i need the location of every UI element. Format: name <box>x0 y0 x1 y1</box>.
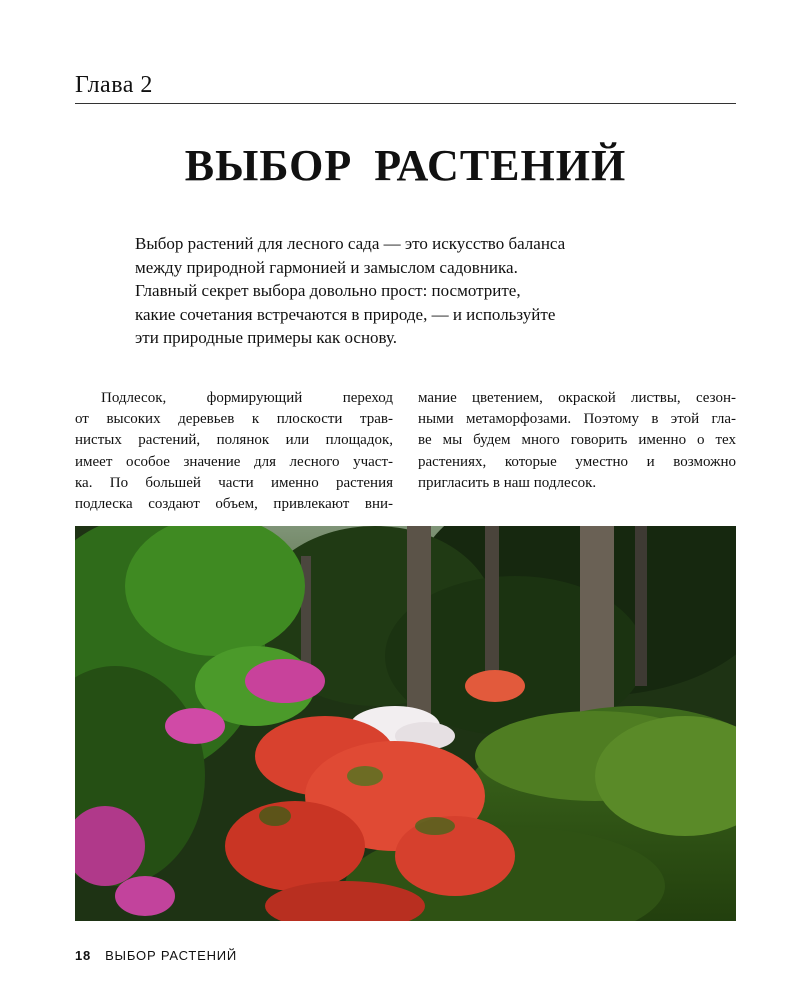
body-line: растениях, которые уместно и возможно <box>418 453 736 470</box>
page-title: ВЫБОР РАСТЕНИЙ <box>184 141 627 190</box>
body-line: Подлесок, формирующий переход <box>101 390 393 406</box>
body-column-right <box>418 388 736 494</box>
intro-line: Выбор растений для лесного сада — это искусство баланса <box>135 234 566 253</box>
body-line: подлеска создают объем, привлекают вни- <box>75 496 393 513</box>
body-line: ка. По большей части именно растения <box>75 474 393 491</box>
tree-trunk <box>407 526 431 716</box>
intro-line: Главный секрет выбора довольно прост: посмотрите, <box>135 281 521 300</box>
chapter-rule <box>75 103 736 104</box>
body-line: имеет особое значение для лесного участ- <box>75 453 393 470</box>
body-line: нистых растений, полянок или площадок, <box>75 432 393 449</box>
tree-trunk <box>580 526 614 726</box>
intro-paragraph <box>135 232 675 350</box>
tree-trunk <box>485 526 499 676</box>
running-title: ВЫБОР РАСТЕНИЙ <box>105 948 238 963</box>
page-number: 18 <box>75 948 92 963</box>
body-line: ными метаморфозами. Поэтому в этой гла- <box>418 411 736 428</box>
intro-line: между природной гармонией и замыслом садовника. <box>135 257 518 277</box>
body-line: мание цветением, окраской листвы, сезон- <box>418 390 736 406</box>
body-column-left <box>75 388 393 515</box>
intro-line: какие сочетания встречаются в природе, — и используйте <box>135 304 556 324</box>
body-line: от высоких деревьев к плоскости трав- <box>75 411 393 428</box>
intro-line: эти природные примеры как основу. <box>135 328 398 347</box>
garden-photo <box>75 526 736 921</box>
body-line: ве мы будем много говорить именно о тех <box>418 432 736 449</box>
page-footer <box>75 948 237 963</box>
body-line: пригласить в наш подлесок. <box>418 474 597 491</box>
tree-trunk <box>635 526 647 686</box>
chapter-label: Глава 2 <box>75 72 153 98</box>
